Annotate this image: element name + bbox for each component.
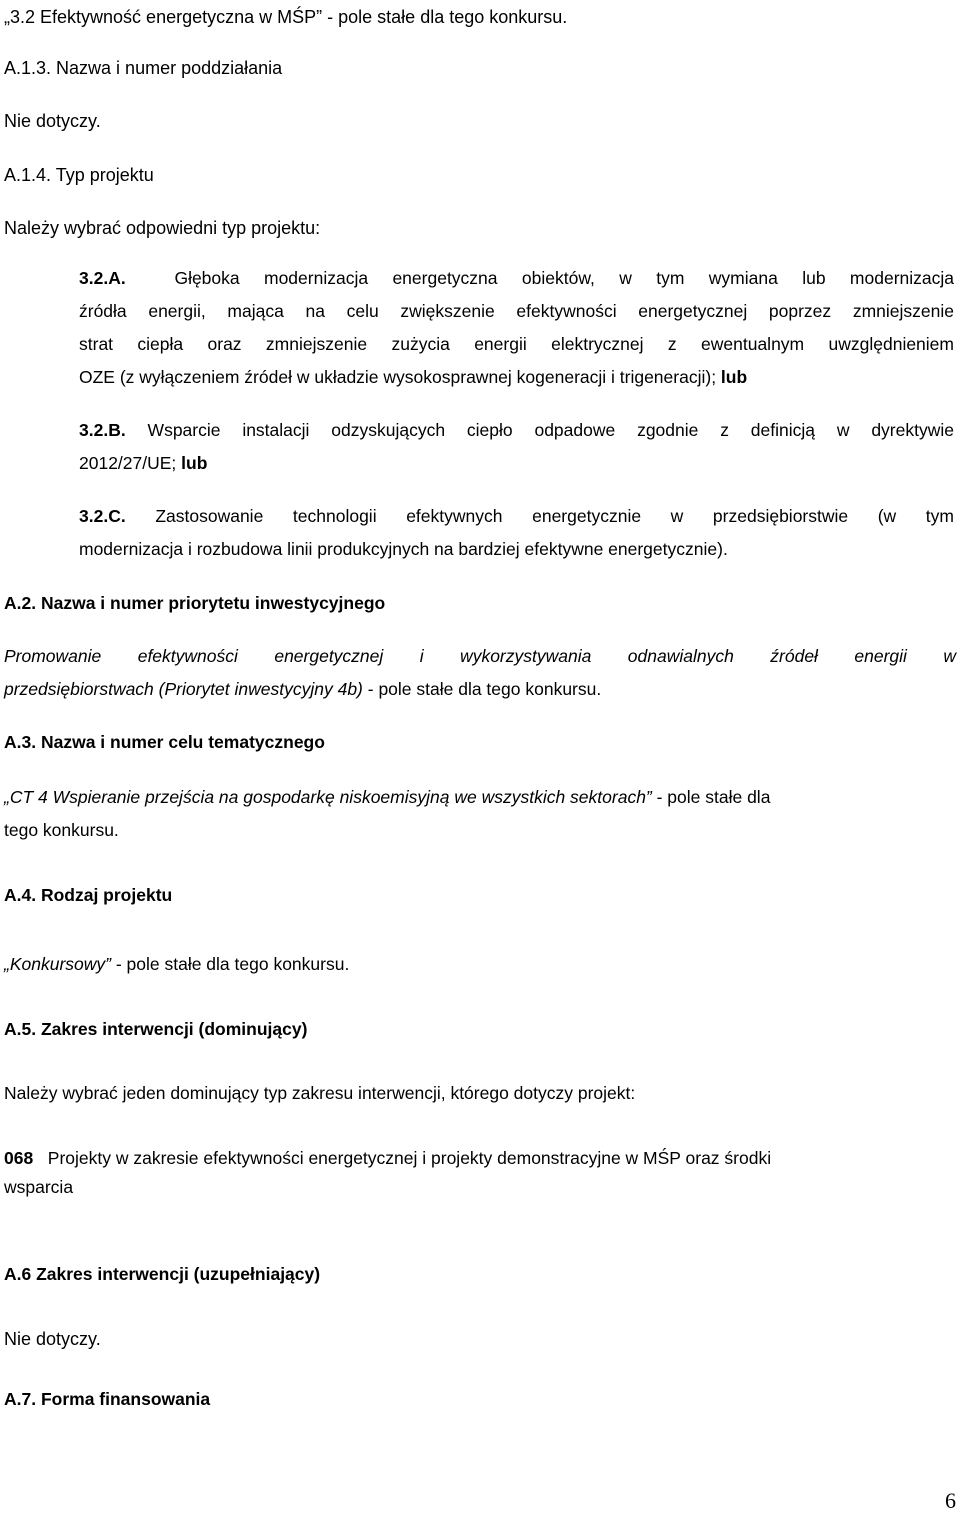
a3-line1: „CT 4 Wspieranie przejścia na gospodarkę niskoemisyjną we wszystkich sektorach” - pole stałe dla (4, 787, 771, 807)
project-type-a-line2: źródła energii, mająca na celu zwiększenie efektywności energetycznej poprzez zmniejszenie (79, 301, 954, 321)
a4-value: „Konkursowy” - pole stałe dla tego konkursu. (4, 954, 350, 974)
section-heading-a3: A.3. Nazwa i numer celu tematycznego (4, 732, 325, 752)
a6-value: Nie dotyczy. (4, 1329, 101, 1349)
project-type-a-line4: OZE (z wyłączeniem źródeł w układzie wysokosprawnej kogeneracji i trigeneracji); lub (79, 367, 748, 387)
project-type-b-line1: 3.2.B. Wsparcie instalacji odzyskujących ciepło odpadowe zgodnie z definicją w dyrektywie (79, 420, 954, 440)
project-type-a-line3: strat ciepła oraz zmniejszenie zużycia energii elektrycznej z ewentualnym uwzględnieniem (79, 334, 954, 354)
section-heading-a2: A.2. Nazwa i numer priorytetu inwestycyjnego (4, 593, 386, 613)
project-type-a-code: 3.2.A. (79, 268, 126, 288)
project-type-a-line1: 3.2.A. Głęboka modernizacja energetyczna obiektów, w tym wymiana lub modernizacja (79, 268, 955, 288)
a14-instruction: Należy wybrać odpowiedni typ projektu: (4, 218, 321, 238)
page-number: 6 (945, 1488, 956, 1513)
project-type-b-suffix: lub (176, 453, 208, 473)
fixed-field-note: - pole stałe dla tego konkursu. (322, 7, 568, 27)
project-type-c-line2: modernizacja i rozbudowa linii produkcyjnych na bardziej efektywne energetycznie). (79, 539, 728, 559)
project-type-c-line1: 3.2.C. Zastosowanie technologii efektywnych energetycznie w przedsiębiorstwie (w tym (79, 506, 954, 526)
a3-line2: tego konkursu. (4, 820, 119, 840)
project-type-b-code: 3.2.B. (79, 420, 126, 440)
section-heading-a6: A.6 Zakres interwencji (uzupełniający) (4, 1264, 321, 1284)
project-type-a-suffix: lub (716, 367, 748, 387)
a5-instruction: Należy wybrać jeden dominujący typ zakresu interwencji, którego dotyczy projekt: (4, 1083, 636, 1103)
project-type-c-code: 3.2.C. (79, 506, 126, 526)
section-heading-a5: A.5. Zakres interwencji (dominujący) (4, 1019, 308, 1039)
a2-line2: przedsiębiorstwach (Priorytet inwestycyjny 4b) - pole stałe dla tego konkursu. (4, 679, 602, 699)
section-heading-a14: A.1.4. Typ projektu (4, 165, 154, 185)
intro-line (4, 7, 956, 28)
project-type-b-line2: 2012/27/UE; lub (79, 453, 208, 473)
action-name-quote: „3.2 Efektywność energetyczna w MŚP” (4, 7, 323, 27)
a5-line1: 068 Projekty w zakresie efektywności energetycznej i projekty demonstracyjne w MŚP oraz środki (4, 1148, 772, 1168)
section-heading-a4: A.4. Rodzaj projektu (4, 885, 173, 905)
a5-line2: wsparcia (4, 1177, 74, 1197)
section-heading-a13: A.1.3. Nazwa i numer poddziałania (4, 58, 283, 78)
intervention-code: 068 (4, 1148, 34, 1168)
a13-value: Nie dotyczy. (4, 111, 101, 131)
a2-line1: Promowanie efektywności energetycznej i wykorzystywania odnawialnych źródeł energii w (4, 646, 956, 666)
section-heading-a7: A.7. Forma finansowania (4, 1389, 211, 1409)
